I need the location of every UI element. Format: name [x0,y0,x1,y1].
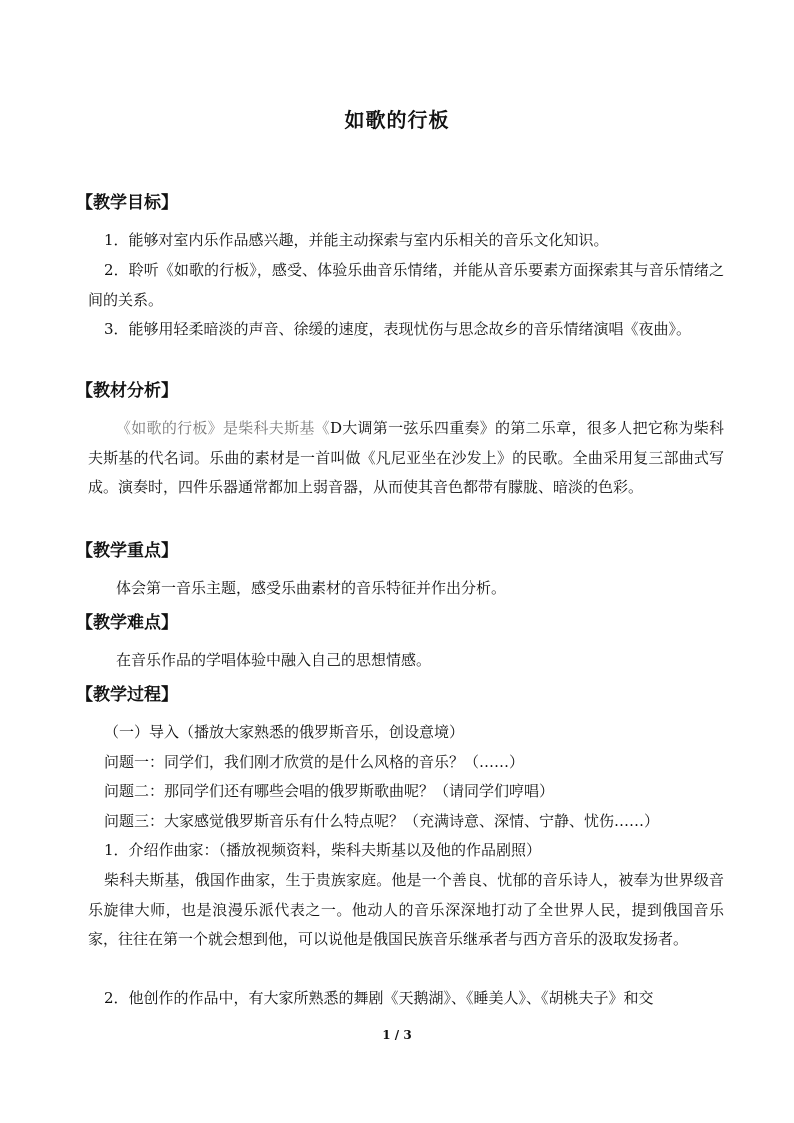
composer-paragraph: 柴科夫斯基，俄国作曲家，生于贵族家庭。他是一个善良、忧郁的音乐诗人，被奉为世界级音乐旋律大师，也是浪漫乐派代表之一。他动人的音乐深深地打动了全世界人民，提到俄国音乐家，往往在第一个就会想到他，可以说他是俄国民族音乐继承者与西方音乐的汲取发扬者。 [88,871,724,948]
objective-item: 3．能够用轻柔暗淡的声音、徐缓的速度，表现忧伤与思念故乡的音乐情绪演唱《夜曲》。 [104,320,692,338]
process-line: 问题一：同学们，我们刚才欣赏的是什么风格的音乐？（……） [104,753,525,771]
section-heading-analysis: 【教材分析】 [76,381,178,401]
process-line: 问题三：大家感觉俄罗斯音乐有什么特点呢？（充满诗意、深情、宁静、忧伤……） [104,812,660,830]
analysis-text: D大调第一弦乐四重奏》的第二乐章，很多人把它称为柴科夫斯基的代名词。乐曲的素材是一首叫做《凡尼亚坐在沙发上》的民歌。全曲采用复三部曲式写成。演奏时，四件乐器通常都加上弱音器，从而使其音色都带有朦胧、暗淡的色彩。 [88,419,724,496]
process-line: 问题二：那同学们还有哪些会唱的俄罗斯歌曲呢？（请同学们哼唱） [104,782,555,800]
objective-item: 1．能够对室内乐作品感兴趣，并能主动探索与室内乐相关的音乐文化知识。 [104,231,609,249]
page-title: 如歌的行板 [344,108,450,132]
key-points-text: 体会第一音乐主题，感受乐曲素材的音乐特征并作出分析。 [116,579,507,597]
section-heading-process: 【教学过程】 [76,685,178,705]
objective-item: 2．聆听《如歌的行板》，感受、体验乐曲音乐情绪，并能从音乐要素方面探索其与音乐情绪之间的关系。 [88,261,724,309]
section-heading-key-points: 【教学重点】 [76,541,178,561]
process-line: 1．介绍作曲家：（播放视频资料，柴科夫斯基以及他的作品剧照） [104,841,542,859]
section-heading-objectives: 【教学目标】 [76,193,178,213]
page-indicator: 1 / 3 [382,1028,412,1042]
analysis-gray-text: 《如歌的行板》是柴科夫斯基《 [116,419,330,437]
difficulties-text: 在音乐作品的学唱体验中融入自己的思想情感。 [116,651,432,669]
section-heading-difficulties: 【教学难点】 [76,613,178,633]
process-line: （一）导入（播放大家熟悉的俄罗斯音乐，创设意境） [104,723,465,741]
analysis-paragraph [88,414,724,503]
works-paragraph: 2．他创作的作品中，有大家所熟悉的舞剧《天鹅湖》、《睡美人》、《胡桃夫子》和交 [104,989,654,1007]
